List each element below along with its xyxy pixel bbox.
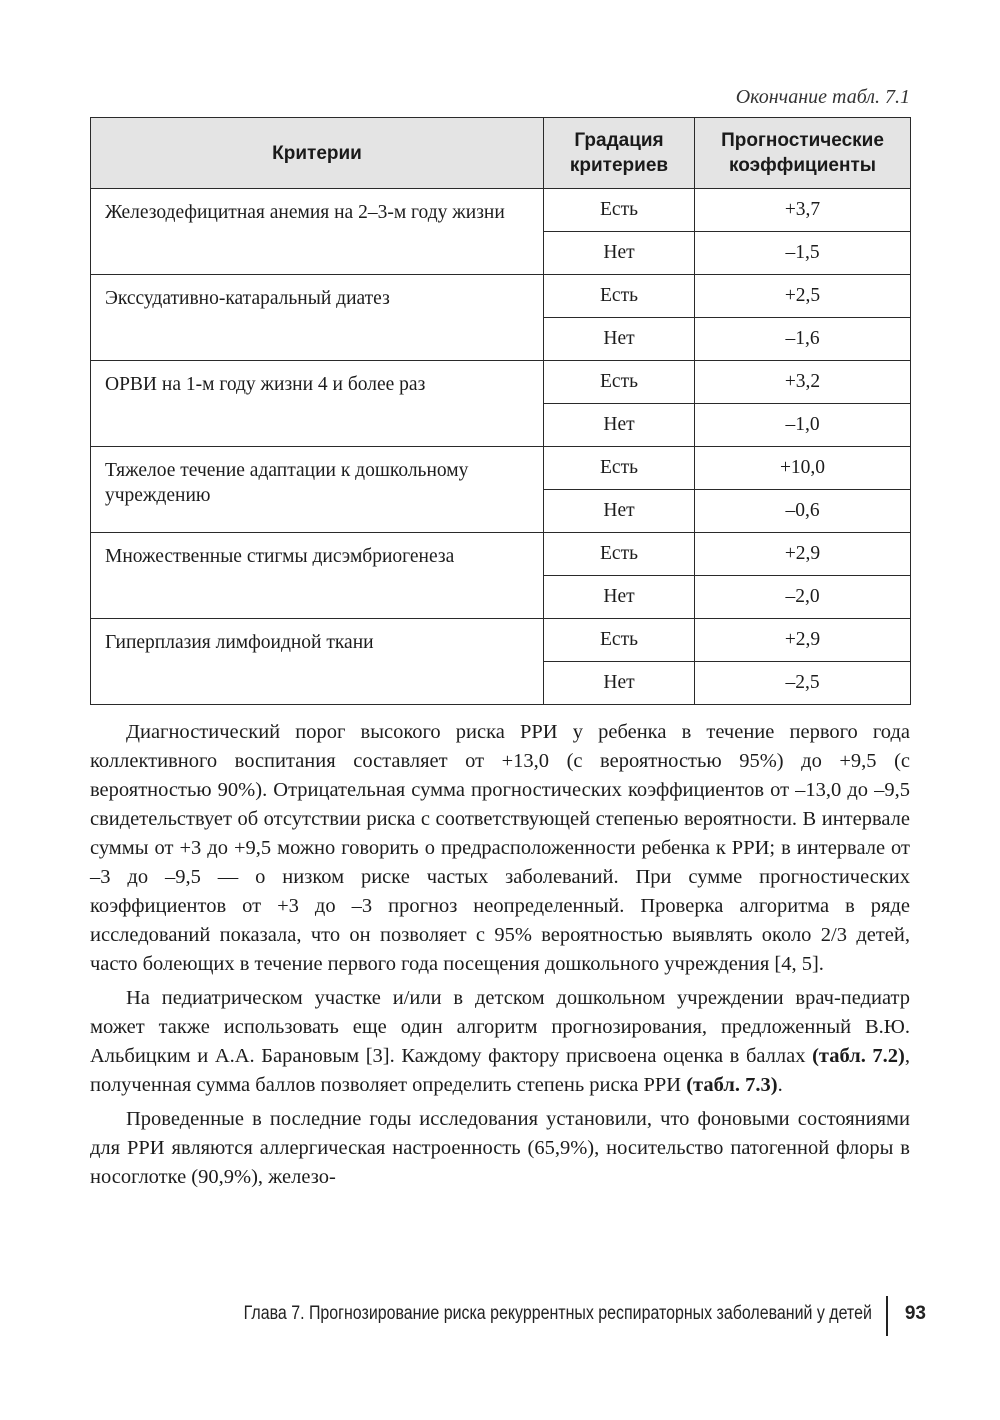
header-gradation-line2: критериев [569,155,669,176]
header-gradation [544,118,695,189]
header-coefficients-line1: Прогностические [721,130,884,151]
coefficient-cell: +2,5 [695,275,911,318]
header-coefficients-line2: коэффициенты [729,155,876,176]
criterion-cell: Гиперплазия лимфоидной ткани [91,619,544,705]
gradation-cell: Есть [544,619,695,662]
gradation-cell: Есть [544,533,695,576]
table-reference-link[interactable]: (табл. 7.3) [686,1074,778,1096]
coefficient-cell: +2,9 [695,533,911,576]
criterion-cell: Железодефицитная анемия на 2–3-м году жизни [91,189,544,275]
gradation-cell: Нет [544,232,695,275]
gradation-cell: Есть [544,275,695,318]
table-row [91,361,911,404]
paragraph-text: . [777,1074,783,1096]
coefficient-cell: +3,7 [695,189,911,232]
coefficient-cell: +2,9 [695,619,911,662]
header-criteria: Критерии [91,118,544,189]
table-reference-link[interactable]: (табл. 7.2) [812,1045,905,1067]
footer-divider [886,1296,888,1336]
criterion-cell: ОРВИ на 1-м году жизни 4 и более раз [91,361,544,447]
coefficient-cell: –0,6 [695,490,911,533]
gradation-cell: Нет [544,490,695,533]
gradation-cell: Есть [544,447,695,490]
criterion-cell: Множественные стигмы дисэмбриогенеза [91,533,544,619]
coefficient-cell: –1,5 [695,232,911,275]
gradation-cell: Нет [544,318,695,361]
body-text [90,718,910,1197]
gradation-cell: Нет [544,404,695,447]
chapter-title: Глава 7. Прогнозирование риска рекуррентных респираторных заболеваний у детей [243,1303,872,1324]
criterion-cell: Экссудативно-катаральный диатез [91,275,544,361]
gradation-cell: Нет [544,662,695,705]
table-row [91,275,911,318]
coefficient-cell: –2,0 [695,576,911,619]
paragraph-text: , полученная сумма баллов позволяет определить степень риска РРИ [90,1045,910,1096]
table-row [91,447,911,490]
page-number: 93 [904,1303,926,1324]
criteria-table [90,117,911,705]
coefficient-cell: –2,5 [695,662,911,705]
table-caption: Окончание табл. 7.1 [735,86,910,108]
coefficient-cell: +3,2 [695,361,911,404]
table-row [91,619,911,662]
gradation-cell: Есть [544,189,695,232]
table-header-row [91,118,911,189]
table-row [91,533,911,576]
coefficient-cell: +10,0 [695,447,911,490]
paragraph-background-conditions: Проведенные в последние годы исследования установили, что фоновыми состояниями для РРИ являются аллергическая настроенность (65,9%), носительство патогенной флоры в носоглотке (90,9%), железо- [90,1108,910,1188]
table-row [91,189,911,232]
gradation-cell: Есть [544,361,695,404]
coefficient-cell: –1,0 [695,404,911,447]
gradation-cell: Нет [544,576,695,619]
page-footer [90,1296,926,1336]
paragraph-text: На педиатрическом участке и/или в детском дошкольном учреждении врач-педиатр может также использовать еще один алгоритм прогнозирования, предложенный В.Ю. Альбицким и А.А. Барановым [3]. Каждому фактору присвоена оценка в баллах [90,987,910,1067]
header-coefficients [695,118,911,189]
paragraph-diagnostic-threshold: Диагностический порог высокого риска РРИ у ребенка в течение первого года коллективного воспитания составляет от +13,0 (с вероятностью 95%) до +9,5 (с вероятностью 90%). Отрицательная сумма прогностических коэффициентов от –13,0 до –9,5 свидетельствует об отсутствии риска с соответствующей степенью вероятности. В интервале суммы от +3 до +9,5 можно говорить о предрасположенности ребенка к РРИ; в интервале от –3 до –9,5 — о низком риске частых заболеваний. При сумме прогностических коэффициентов от +3 до –3 прогноз неопределенный. Проверка алгоритма в ряде исследований показала, что он позволяет с 95% вероятностью выявлять около 2/3 детей, часто болеющих в течение первого года посещения дошкольного учреждения [4, 5]. [90,721,910,975]
coefficient-cell: –1,6 [695,318,911,361]
header-gradation-line1: Градация [574,130,664,151]
criterion-cell: Тяжелое течение адаптации к дошкольному учреждению [91,447,544,533]
paragraph-alternative-algorithm [90,984,910,1100]
